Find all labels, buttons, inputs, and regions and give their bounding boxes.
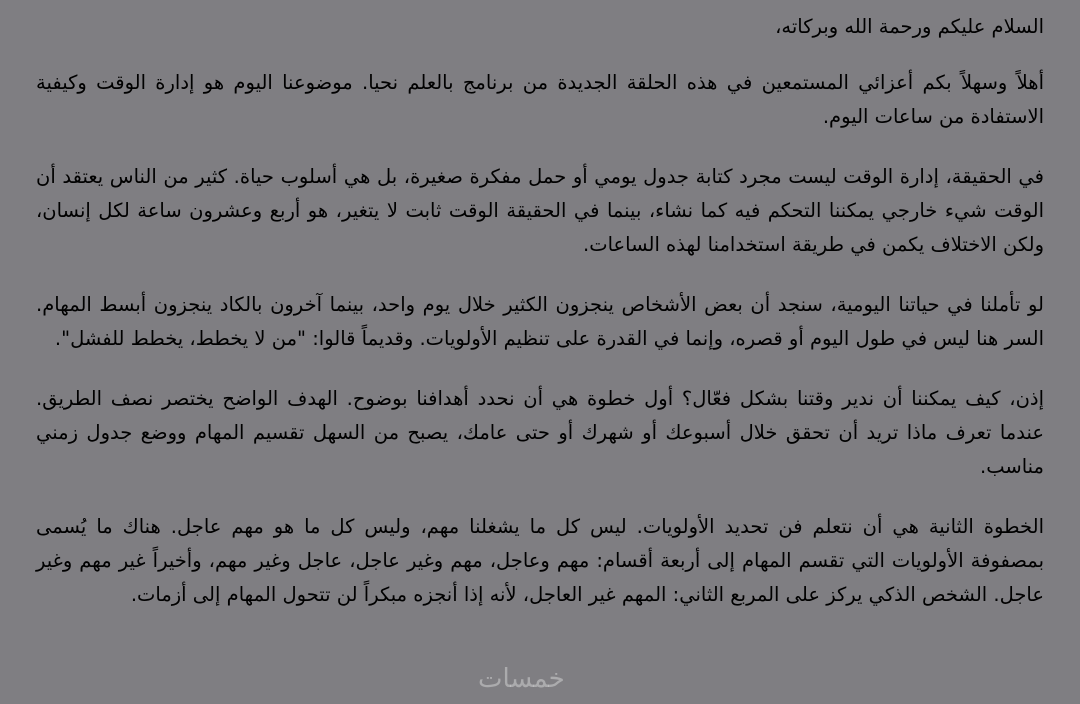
document-body	[36, 10, 1044, 638]
greeting-line: السلام عليكم ورحمة الله وبركاته،	[775, 15, 1044, 38]
paragraph-time-management: في الحقيقة، إدارة الوقت ليست مجرد كتابة جدول يومي أو حمل مفكرة صغيرة، بل هي أسلوب حياة. كثير من الناس يعتقد أن الوقت شيء خارجي يمكننا التحكم فيه كما نشاء، بينما في الحقيقة الوقت ثابت لا يتغير، هو أربع وعشرون ساعة لكل إنسان، ولكن الاختلاف يكمن في طريقة استخدامنا لهذه الساعات.	[36, 165, 1044, 256]
paragraph-goals: إذن، كيف يمكننا أن ندير وقتنا بشكل فعّال؟ أول خطوة هي أن نحدد أهدافنا بوضوح. الهدف الواضح يختصر نصف الطريق. عندما تعرف ماذا تريد أن تحقق خلال أسبوعك أو شهرك أو حتى عامك، يصبح من السهل تقسيم المهام ووضع جدول زمني مناسب.	[36, 387, 1044, 478]
paragraph-daily-life: لو تأملنا في حياتنا اليومية، سنجد أن بعض الأشخاص ينجزون الكثير خلال يوم واحد، بينما آخرون بالكاد ينجزون أبسط المهام. السر هنا ليس في طول اليوم أو قصره، وإنما في القدرة على تنظيم الأولويات. وقديماً قالوا: "من لا يخطط، يخطط للفشل".	[36, 293, 1044, 350]
watermark-logo: خمسات	[478, 664, 565, 694]
paragraph-intro: أهلاً وسهلاً بكم أعزائي المستمعين في هذه الحلقة الجديدة من برنامج بالعلم نحيا. موضوعنا اليوم هو إدارة الوقت وكيفية الاستفادة من ساعات اليوم.	[36, 71, 1044, 128]
paragraph-priorities: الخطوة الثانية هي أن نتعلم فن تحديد الأولويات. ليس كل ما يشغلنا مهم، وليس كل ما هو مهم عاجل. هناك ما يُسمى بمصفوفة الأولويات التي تقسم المهام إلى أربعة أقسام: مهم وعاجل، مهم وغير عاجل، عاجل وغير مهم، وأخيراً غير مهم وغير عاجل. الشخص الذكي يركز على المربع الثاني: المهم غير العاجل، لأنه إذا أنجزه مبكراً لن تتحول المهام إلى أزمات.	[36, 515, 1044, 606]
